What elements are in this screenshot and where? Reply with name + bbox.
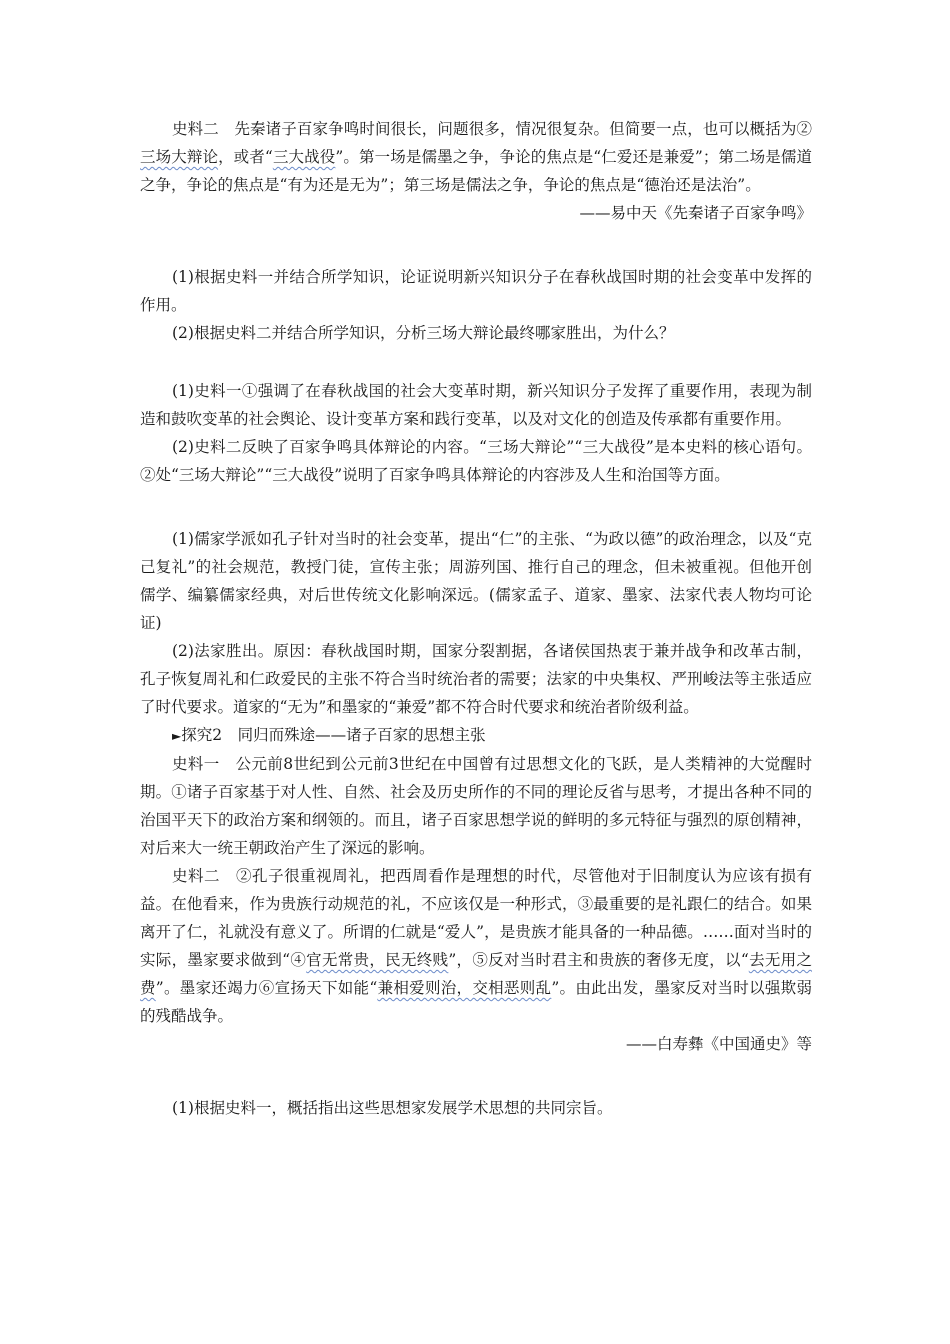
material-2-paragraph: [140, 115, 812, 199]
emphasis-text: 三大战役: [272, 148, 336, 166]
text-segment: 史料二 先秦诸子百家争鸣时间很长，问题很多，情况很复杂。但简要一点，也可以概括为②: [172, 120, 812, 138]
answer-1: (1)儒家学派如孔子针对当时的社会变革，提出“仁”的主张、“为政以德”的政治理念，以及“克己复礼”的社会规范，教授门徒，宣传主张；周游列国、推行自己的理念，但未被重视。但他开创儒学、编纂儒家经典，对后世传统文化影响深远。(儒家孟子、道家、墨家、法家代表人物均可论证): [140, 530, 812, 632]
source-citation: ——易中天《先秦诸子百家争鸣》: [579, 204, 812, 222]
text-segment: ”，⑤反对当时君主和贵族的奢侈无度，以“: [448, 951, 749, 969]
emphasis-text: 三场大辩论: [140, 148, 219, 166]
question-3: (1)根据史料一，概括指出这些思想家发展学术思想的共同宗旨。: [172, 1099, 613, 1117]
question-1: (1)根据史料一并结合所学知识，论证说明新兴知识分子在春秋战国时期的社会变革中发挥的作用。: [140, 268, 812, 314]
analysis-2: (2)史料二反映了百家争鸣具体辩论的内容。“三场大辩论”“三大战役”是本史料的核心语句。②处“三场大辩论”“三大战役”说明了百家争鸣具体辩论的内容涉及人生和治国等方面。: [140, 438, 812, 484]
text-segment: 史料二 ②孔子很重视周礼，把西周看作是理想的时代，尽管他对于旧制度认为应该有损有益。在他看来，作为贵族行动规范的礼，不应该仅是一种形式，③最重要的是礼跟仁的结合。如果离开了仁，礼就没有意义了。所谓的仁就是“爱人”，是贵族才能具备的一种品德。……面对当时的实际，墨家要求做到“④: [140, 867, 812, 969]
inquiry-heading: [140, 721, 812, 750]
analysis-1: (1)史料一①强调了在春秋战国的社会大变革时期，新兴知识分子发挥了重要作用，表现为制造和鼓吹变革的社会舆论、设计变革方案和践行变革，以及对文化的创造及传承都有重要作用。: [140, 382, 812, 428]
document-page: [140, 115, 812, 1122]
emphasis-text: 官无常贵，民无终贱: [306, 951, 449, 969]
triangle-marker-icon: ►: [172, 729, 182, 743]
emphasis-text: 兼相爱则治，交相恶则乱: [377, 979, 552, 997]
text-segment: ”。第一场是儒墨之争，争论的焦点是“仁爱还是兼爱”；第二场是儒道之争，争论的焦点是“有为还是无为”；第三场是儒法之争，争论的焦点是“德治还是法治”。: [140, 148, 812, 194]
question-2: (2)根据史料二并结合所学知识，分析三场大辩论最终哪家胜出，为什么？: [172, 324, 675, 342]
text-segment: ”。由此出发，墨家反对当时以强欺弱的残酷战争。: [140, 979, 812, 1025]
answer-2: (2)法家胜出。原因：春秋战国时期，国家分裂割据，各诸侯国热衷于兼并战争和改革古制，孔子恢复周礼和仁政爱民的主张不符合当时统治者的需要；法家的中央集权、严刑峻法等主张适应了时代要求。道家的“无为”和墨家的“兼爱”都不符合时代要求和统治者阶级利益。: [140, 642, 812, 716]
emphasis-text: 去无用之费: [140, 951, 812, 997]
source-citation: ——白寿彝《中国通史》等: [625, 1035, 812, 1053]
text-segment: ”。墨家还竭力⑥宣扬天下如能“: [155, 979, 378, 997]
inquiry-title: 探究2 同归而殊途——诸子百家的思想主张: [181, 726, 486, 744]
material-1-paragraph: 史料一 公元前8世纪到公元前3世纪在中国曾有过思想文化的飞跃，是人类精神的大觉醒时期。①诸子百家基于对人性、自然、社会及历史所作的不同的理论反省与思考，才提出各种不同的治国平天下的政治方案和纲领的。而且，诸子百家思想学说的鲜明的多元特征与强烈的原创精神，对后来大一统王朝政治产生了深远的影响。: [140, 755, 812, 857]
material-2b-paragraph: [140, 862, 812, 1030]
text-segment: ，或者“: [218, 148, 273, 166]
